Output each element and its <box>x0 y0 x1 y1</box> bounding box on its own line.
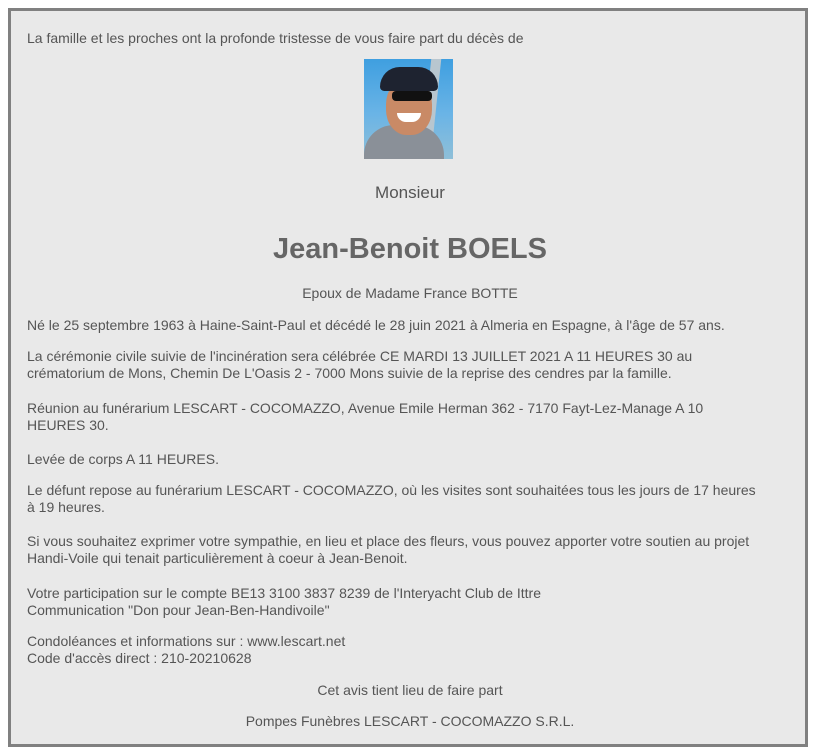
info-text: Condoléances et informations sur : www.lescart.net Code d'accès direct : 210-20210628 <box>27 633 346 666</box>
portrait-photo <box>364 59 453 159</box>
obituary-card <box>8 8 808 747</box>
ceremony-text: La cérémonie civile suivie de l'incinération sera célébrée CE MARDI 13 JUILLET 2021 A 11 HEURES 30 au crématorium de Mons, Chemin De L'Oasis 2 - 7000 Mons suivie de la reprise des cendres par la famille. <box>27 348 693 381</box>
honorific: Monsieur <box>375 183 445 202</box>
notice-text: Cet avis tient lieu de faire part <box>317 682 503 698</box>
sympathy-text: Si vous souhaitez exprimer votre sympathie, en lieu et place des fleurs, vous pouvez apporter votre soutien au projet Handi-Voile qui tenait particulièrement à coeur à Jean-Benoit. <box>27 533 750 566</box>
deceased-name: Jean-Benoit BOELS <box>273 233 547 265</box>
birth-death-text: Né le 25 septembre 1963 à Haine-Saint-Paul et décédé le 28 juin 2021 à Almeria en Espagne, à l'âge de 57 ans. <box>27 317 725 333</box>
spouse-line: Epoux de Madame France BOTTE <box>302 285 518 301</box>
account-text: Votre participation sur le compte BE13 3100 3837 8239 de l'Interyacht Club de Ittre Communication "Don pour Jean-Ben-Handivoile" <box>27 585 541 618</box>
funeral-home-text: Pompes Funèbres LESCART - COCOMAZZO S.R.L. <box>245 713 575 729</box>
levee-text: Levée de corps A 11 HEURES. <box>27 451 219 467</box>
intro-text: La famille et les proches ont la profonde tristesse de vous faire part du décès de <box>27 30 524 46</box>
meeting-text: Réunion au funérarium LESCART - COCOMAZZO, Avenue Emile Herman 362 - 7170 Fayt-Lez-Manage A 10 HEURES 30. <box>27 400 704 433</box>
rest-text: Le défunt repose au funérarium LESCART - COCOMAZZO, où les visites sont souhaitées tous les jours de 17 heures à 19 heures. <box>27 482 756 515</box>
